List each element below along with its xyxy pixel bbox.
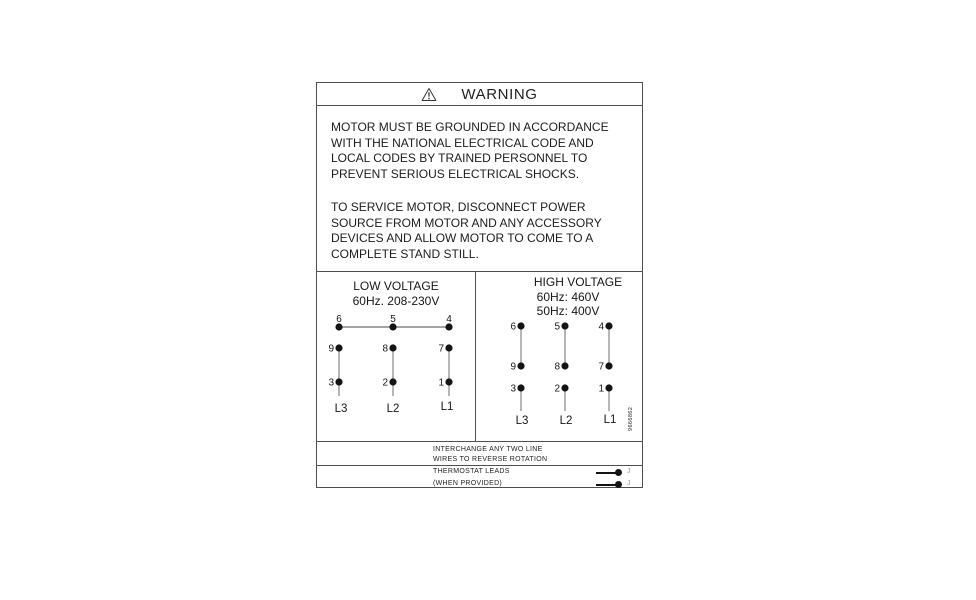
line-label-L2: L2 [559,415,573,427]
line-label-L3: L3 [515,415,529,427]
terminal-dot-2 [561,384,568,391]
note-line: THERMOSTAT LEADS [433,468,510,475]
terminal-dot-9 [517,362,524,369]
line-label-L1: L1 [440,401,454,413]
lead-dot [615,469,622,476]
text-line: COMPLETE STAND STILL. [331,246,479,261]
terminal-number: 9 [328,343,334,355]
text-line: TO SERVICE MOTOR, DISCONNECT POWER [331,200,586,214]
high-voltage-subtitle-50hz: 50Hz: 400V [536,304,600,318]
high-voltage-subtitle-60hz: 60Hz: 460V [536,290,600,304]
terminal-dot-1 [605,384,612,391]
low-voltage-subtitle: 60Hz. 208-230V [352,294,440,308]
low-voltage-title: LOW VOLTAGE [353,279,439,293]
line-label-L3: L3 [334,403,348,415]
lead-label: J [627,480,631,487]
lead-dot [615,481,622,488]
text-line: WITH THE NATIONAL ELECTRICAL CODE AND [331,135,594,150]
grounding-paragraph [331,120,609,182]
thermostat-note-row [317,465,642,487]
text-line: DEVICES AND ALLOW MOTOR TO COME TO A [331,231,594,245]
terminal-number: 6 [510,321,516,333]
note-line: WIRES TO REVERSE ROTATION [433,456,548,463]
terminal-dot-9 [335,344,342,351]
terminal-dot-4 [605,322,612,329]
text-line: SOURCE FROM MOTOR AND ANY ACCESSORY [331,215,602,230]
note-line: INTERCHANGE ANY TWO LINE [433,446,543,453]
terminal-number: 7 [598,361,604,373]
terminal-number: 8 [382,343,388,355]
text-line: MOTOR MUST BE GROUNDED IN ACCORDANCE [331,120,609,134]
high-voltage-title: HIGH VOLTAGE [533,275,623,289]
text-line: LOCAL CODES BY TRAINED PERSONNEL TO [331,151,588,165]
terminal-number: 1 [598,383,604,395]
line-label-L1: L1 [603,414,617,426]
terminal-number: 4 [446,314,452,325]
terminal-dot-5 [561,322,568,329]
terminal-number: 1 [438,377,444,389]
terminal-number: 5 [390,314,396,325]
text-line: PREVENT SERIOUS ELECTRICAL SHOCKS. [331,166,580,181]
terminal-dot-7 [445,344,452,351]
lead-label: J [627,468,631,475]
terminal-number: 5 [554,321,560,333]
low-voltage-diagram [317,271,475,441]
terminal-number: 8 [554,361,560,373]
low-voltage-terminals [317,271,475,441]
warning-triangle-icon [421,87,437,102]
warning-header [317,83,642,106]
terminal-dot-7 [605,362,612,369]
terminal-dot-3 [335,378,342,385]
terminal-dot-2 [389,378,396,385]
terminal-number: 4 [598,321,604,333]
terminal-number: 3 [328,377,334,389]
terminal-dot-1 [445,378,452,385]
terminal-dot-8 [561,362,568,369]
terminal-number: 7 [438,343,444,355]
note-line: (WHEN PROVIDED) [433,480,503,487]
terminal-number: 6 [336,314,342,325]
terminal-number: 2 [554,383,560,395]
terminal-number: 9 [510,361,516,373]
part-number: 9666862 [628,406,634,431]
warning-title: WARNING [461,85,538,103]
terminal-dot-8 [389,344,396,351]
rotation-note-row [317,441,642,465]
terminal-number: 3 [510,383,516,395]
service-paragraph [331,200,602,262]
terminal-dot-3 [517,384,524,391]
line-label-L2: L2 [386,403,400,415]
motor-warning-label [316,82,643,488]
high-voltage-diagram [476,271,644,441]
terminal-number: 2 [382,377,388,389]
terminal-dot-6 [517,322,524,329]
high-voltage-terminals [476,271,644,441]
